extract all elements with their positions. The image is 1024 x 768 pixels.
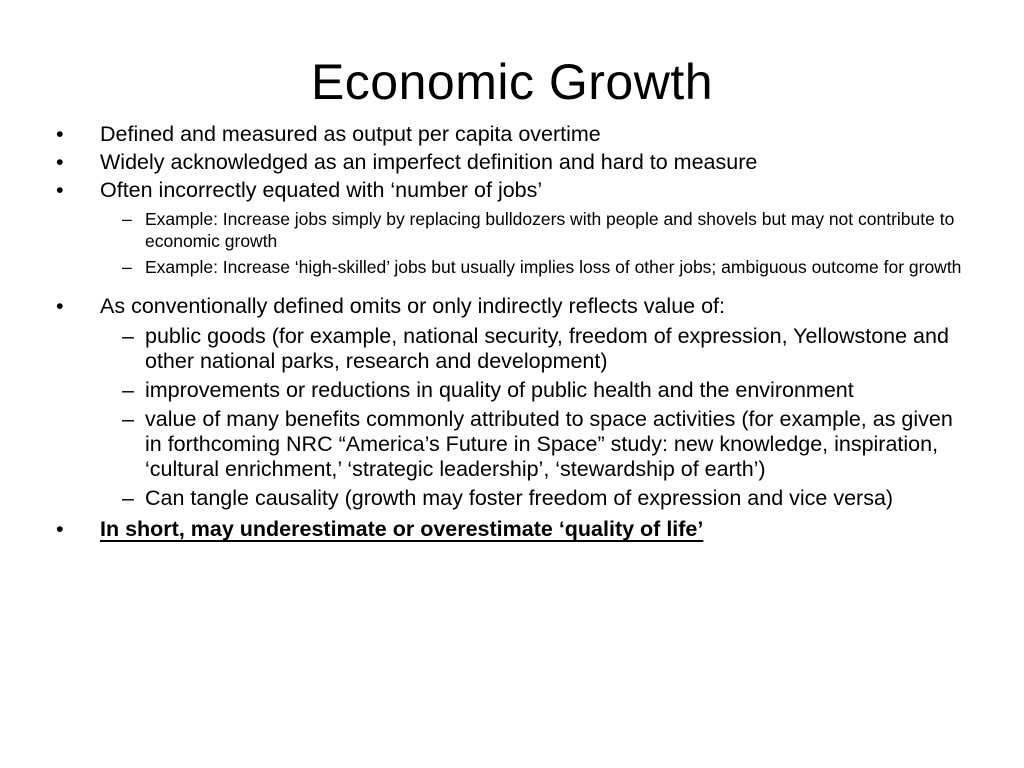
bullet-dot-icon: • [56,294,64,318]
dash-icon: – [122,378,134,402]
sub-bullet-item [0,407,1024,482]
sub-bullet-item [0,256,1024,278]
conclusion-text: In short, may underestimate or overestimate ‘quality of life’ [100,517,704,541]
bullet-text: As conventionally defined omits or only indirectly reflects value of: [100,294,726,318]
dash-icon: – [122,407,134,431]
slide-title: Economic Growth [310,54,714,110]
bullet-text: Widely acknowledged as an imperfect definition and hard to measure [100,150,758,174]
sub-bullet-text: improvements or reductions in quality of public health and the environment [145,378,854,402]
sub-bullet-text: Example: Increase jobs simply by replacing bulldozers with people and shovels but may not contribute to economic growth [145,209,955,251]
bullet-text: Defined and measured as output per capita overtime [100,122,601,146]
bullet-item [0,120,1024,148]
sub-bullet-text: Can tangle causality (growth may foster freedom of expression and vice versa) [145,486,894,510]
sub-bullet-item [0,324,1024,374]
bullet-item [0,148,1024,176]
dash-icon: – [122,324,134,348]
bullet-item [0,292,1024,320]
dash-icon: – [122,486,134,510]
bullet-dot-icon: • [56,150,64,174]
sub-bullet-text: Example: Increase ‘high-skilled’ jobs but usually implies loss of other jobs; ambiguous outcome for growth [145,257,962,277]
dash-icon: – [122,257,132,277]
sub-bullet-text: value of many benefits commonly attributed to space activities (for example, as given in forthcoming NRC “America’s Future in Space” study: new knowledge, inspiration, ‘cultural enrichment,’ ‘strategic leadership’, ‘stewardship of earth’) [145,407,953,481]
sub-bullet-item [0,208,1024,252]
sub-bullet-item [0,378,1024,403]
dash-icon: – [122,209,132,229]
bullet-item [0,176,1024,204]
sub-bullet-text: public goods (for example, national security, freedom of expression, Yellowstone and other national parks, research and development) [145,324,949,373]
bullet-dot-icon: • [56,122,64,146]
bullet-item [0,515,1024,543]
bullet-dot-icon: • [56,178,64,202]
sub-bullet-item [0,486,1024,511]
slide-content [0,120,1024,543]
bullet-dot-icon: • [56,517,64,541]
bullet-text: Often incorrectly equated with ‘number of jobs’ [100,178,543,202]
